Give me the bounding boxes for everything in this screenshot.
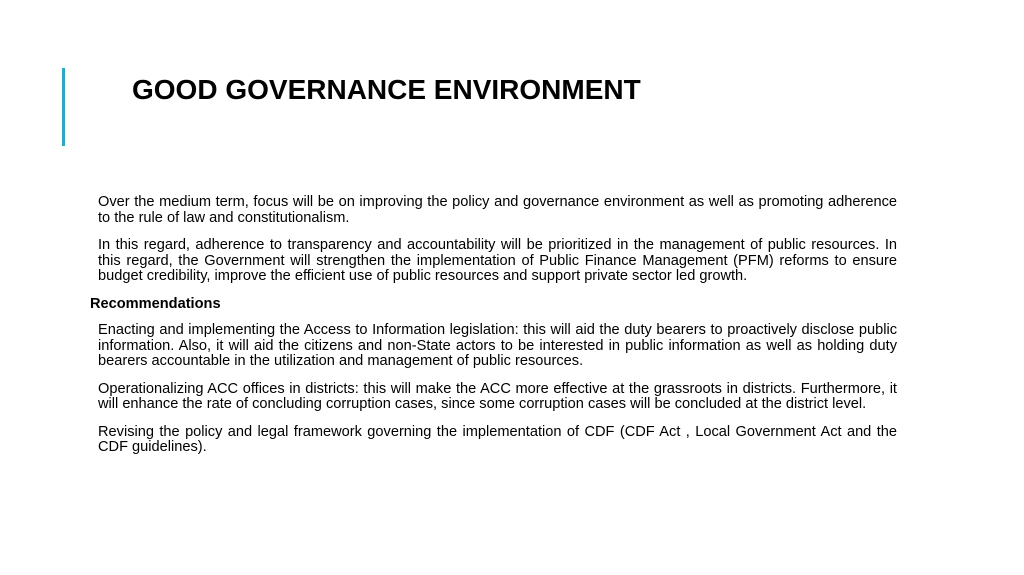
- slide-body: [90, 194, 897, 468]
- recommendation-paragraph: Revising the policy and legal framework governing the implementation of CDF (CDF Act , Local Government Act and the CDF guidelines).: [98, 423, 897, 455]
- recommendations-heading: Recommendations: [90, 295, 221, 312]
- recommendation-paragraph: Operationalizing ACC offices in districts: this will make the ACC more effective at the grassroots in districts. Furthermore, it will enhance the rate of concluding corruption cases, since some corruption cases will be concluded at the district level.: [98, 380, 897, 412]
- intro-paragraph: In this regard, adherence to transparency and accountability will be prioritized in the management of public resources. In this regard, the Government will strengthen the implementation of Public Finance Management (PFM) reforms to ensure budget credibility, improve the efficient use of public resources and support private sector led growth.: [98, 237, 897, 284]
- intro-paragraph: Over the medium term, focus will be on improving the policy and governance environment as well as promoting adherence to the rule of law and constitutionalism.: [98, 194, 897, 226]
- slide-title: GOOD GOVERNANCE ENVIRONMENT: [132, 74, 641, 105]
- title-accent-bar: [62, 68, 65, 146]
- recommendation-paragraph: Enacting and implementing the Access to Information legislation: this will aid the duty bearers to proactively disclose public information. Also, it will aid the citizens and non-State actors to be interested in public information as well as holding duty bearers accountable in the utilization and management of public resources.: [98, 322, 897, 369]
